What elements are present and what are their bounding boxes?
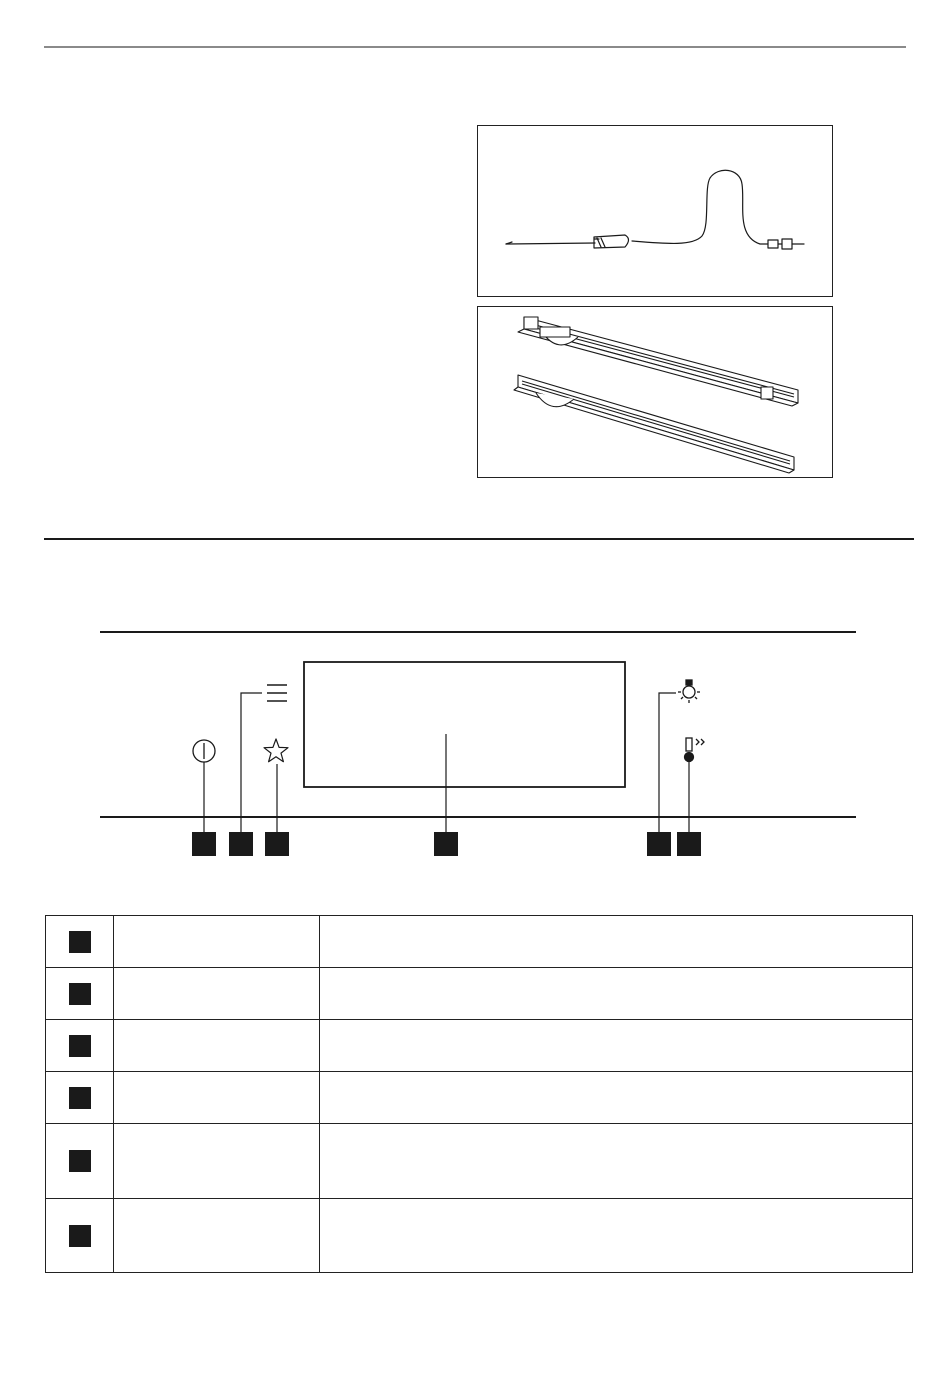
on-off-icon[interactable] bbox=[193, 740, 215, 762]
number-marker-4 bbox=[434, 832, 458, 856]
function-cell bbox=[114, 968, 320, 1020]
row-number-cell bbox=[46, 1124, 114, 1199]
menu-icon[interactable] bbox=[267, 685, 287, 701]
number-marker bbox=[69, 1087, 91, 1109]
number-marker-2 bbox=[229, 832, 253, 856]
table-row bbox=[46, 1020, 913, 1072]
core-temperature-sensor-drawing bbox=[478, 126, 832, 296]
top-rule bbox=[44, 46, 906, 48]
number-marker-1 bbox=[192, 832, 216, 856]
control-panel-diagram bbox=[96, 626, 860, 862]
description-cell bbox=[320, 1199, 913, 1273]
table-row bbox=[46, 1072, 913, 1124]
number-marker bbox=[69, 1035, 91, 1057]
number-marker bbox=[69, 931, 91, 953]
description-cell bbox=[320, 916, 913, 968]
function-cell bbox=[114, 1124, 320, 1199]
number-marker bbox=[69, 1150, 91, 1172]
number-marker-6 bbox=[677, 832, 701, 856]
display bbox=[304, 662, 625, 787]
control-panel-drawing bbox=[96, 626, 860, 862]
function-cell bbox=[114, 1072, 320, 1124]
number-marker-3 bbox=[265, 832, 289, 856]
table-row bbox=[46, 968, 913, 1020]
table-row bbox=[46, 1124, 913, 1199]
core-temperature-sensor-figure bbox=[477, 125, 833, 297]
section-divider bbox=[44, 538, 914, 540]
row-number-cell bbox=[46, 968, 114, 1020]
control-panel-legend-table bbox=[45, 915, 913, 1273]
function-cell bbox=[114, 1199, 320, 1273]
function-cell bbox=[114, 916, 320, 968]
telescopic-runners-drawing bbox=[478, 307, 832, 477]
description-cell bbox=[320, 1072, 913, 1124]
table-row bbox=[46, 1199, 913, 1273]
row-number-cell bbox=[46, 1020, 114, 1072]
lamp-icon[interactable] bbox=[678, 680, 700, 703]
favourite-icon[interactable] bbox=[264, 739, 288, 762]
row-number-cell bbox=[46, 1199, 114, 1273]
number-marker-5 bbox=[647, 832, 671, 856]
description-cell bbox=[320, 1020, 913, 1072]
fast-heat-up-icon[interactable] bbox=[685, 738, 705, 762]
table-row bbox=[46, 916, 913, 968]
number-marker bbox=[69, 1225, 91, 1247]
description-cell bbox=[320, 1124, 913, 1199]
function-cell bbox=[114, 1020, 320, 1072]
telescopic-runners-figure bbox=[477, 306, 833, 478]
description-cell bbox=[320, 968, 913, 1020]
number-marker bbox=[69, 983, 91, 1005]
row-number-cell bbox=[46, 916, 114, 968]
row-number-cell bbox=[46, 1072, 114, 1124]
